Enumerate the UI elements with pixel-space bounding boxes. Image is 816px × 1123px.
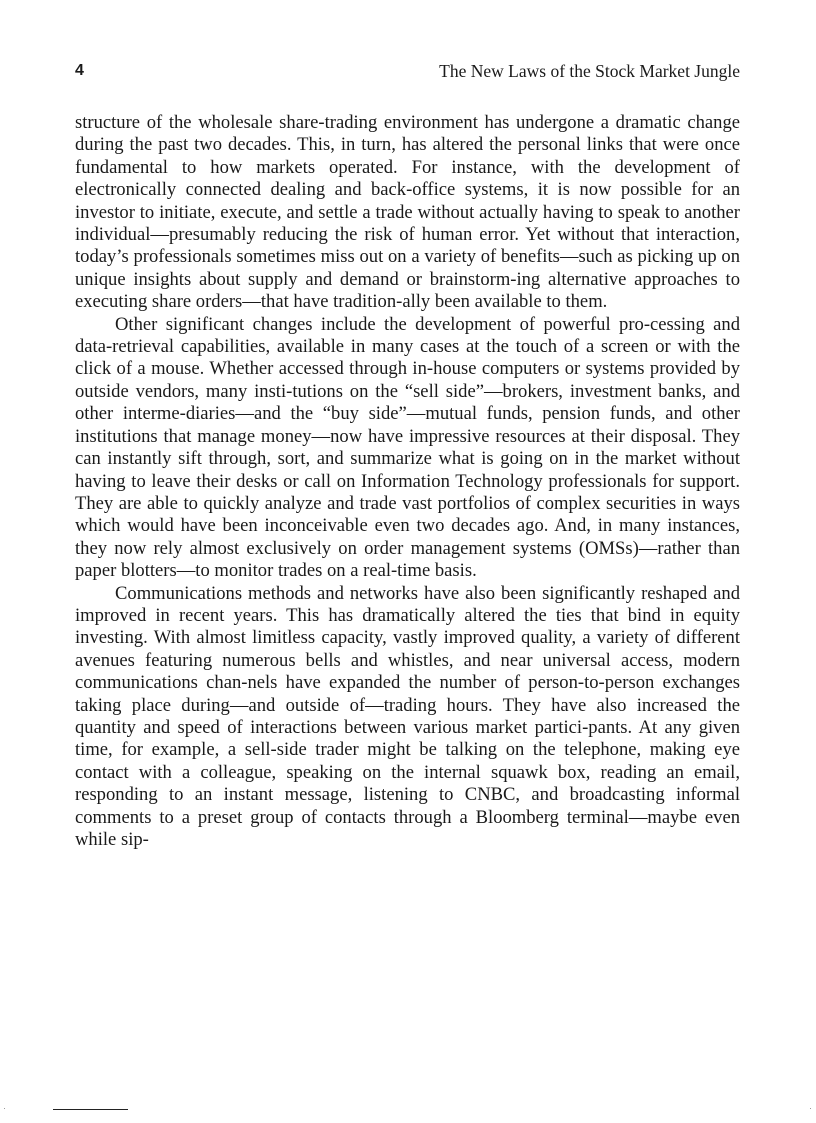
paragraph-communications: Communications methods and networks have also been significantly reshaped and improved in recent years. This has dramatically altered the ties that bind in equity investing. With almost limitless capacity, vastly improved quality, a variety of different avenues featuring numerous bells and whistles, and near universal access, modern communications chan-nels have expanded the number of person-to-person exchanges taking place during—and outside of—trading hours. They have also increased the quantity and speed of interactions between various market partici-pants. At any given time, for example, a sell-side trader might be talking on the telephone, making eye contact with a colleague, speaking on the internal squawk box, reading an email, responding to an instant message, listening to CNBC, and broadcasting informal comments to a preset group of contacts through a Bloomberg terminal—maybe even while sip- <box>75 582 740 850</box>
running-head-title: The New Laws of the Stock Market Jungle <box>439 61 740 81</box>
page-number: 4 <box>75 62 84 79</box>
scan-mark-left <box>4 1108 5 1109</box>
body-text <box>75 112 740 851</box>
footer-rule <box>53 1109 128 1110</box>
paragraph-processing-capabilities: Other significant changes include the development of powerful pro-cessing and data-retrieval capabilities, available in many cases at the touch of a screen or with the click of a mouse. Whether accessed through in-house computers or systems provided by outside vendors, many insti-tutions on the “sell side”—brokers, investment banks, and other interme-diaries—and the “buy side”—mutual funds, pension funds, and other institutions that manage money—now have impressive resources at their disposal. They can instantly sift through, sort, and summarize what is going on in the market without having to leave their desks or call on Information Technology professionals for support. They are able to quickly analyze and trade vast portfolios of complex securities in ways which would have been inconceivable even two decades ago. And, in many instances, they now rely almost exclusively on order management systems (OMSs)—rather than paper blotters—to monitor trades on a real-time basis. <box>75 313 740 582</box>
paragraph-continuation: structure of the wholesale share-trading environment has undergone a dramatic change during the past two decades. This, in turn, has altered the personal links that were once fundamental to how markets operated. For instance, with the development of electronically connected dealing and back-office systems, it is now possible for an investor to initiate, execute, and settle a trade without actually having to speak to another individual—presumably reducing the risk of human error. Yet without that interaction, today’s professionals sometimes miss out on a variety of benefits—such as picking up on unique insights about supply and demand or brainstorm-ing alternative approaches to executing share orders—that have tradition-ally been available to them. <box>75 112 740 313</box>
scan-mark-right <box>810 1108 811 1109</box>
